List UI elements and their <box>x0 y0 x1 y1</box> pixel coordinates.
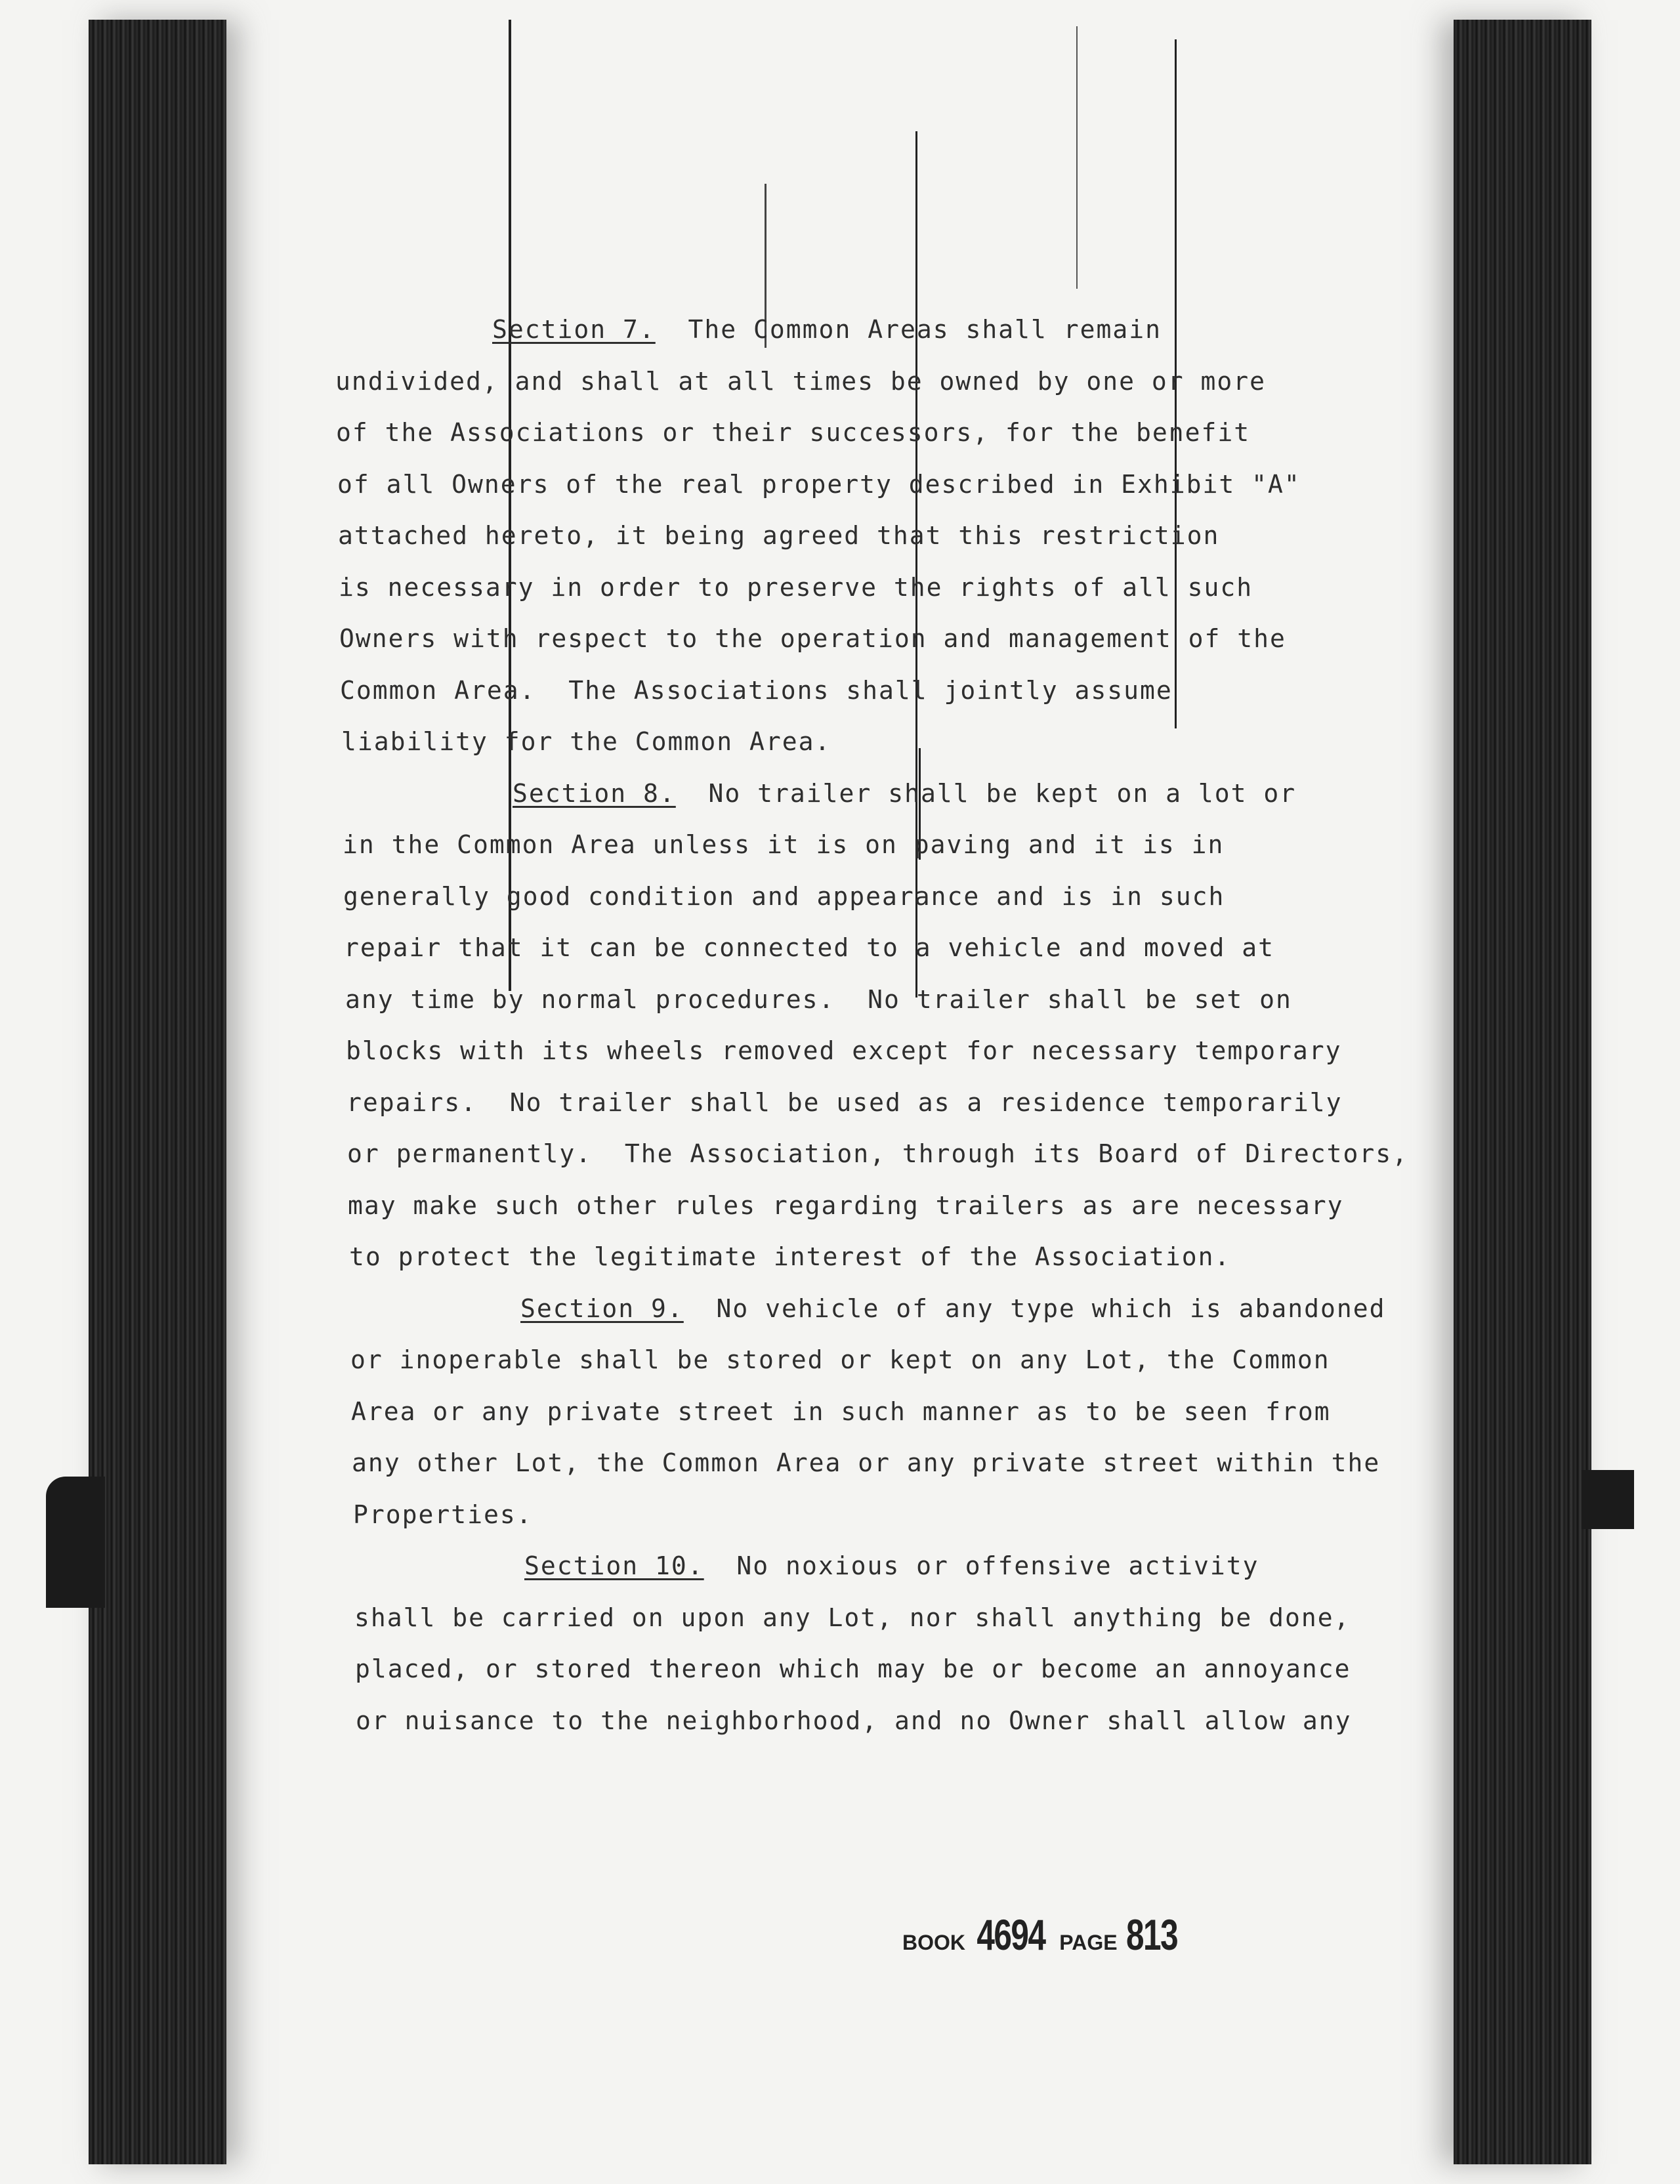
section-heading: Section 8. <box>513 778 676 808</box>
line-text: placed, or stored thereon which may be or become an annoyance <box>355 1654 1351 1683</box>
line-text: undivided, and shall at all times be owned by one or more <box>335 366 1267 396</box>
line-text: shall be carried on upon any Lot, nor shall anything be done, <box>354 1603 1351 1632</box>
line-text: of all Owners of the real property described in Exhibit "A" <box>337 469 1301 499</box>
body-text-line <box>352 1448 1380 1477</box>
line-text: repairs. No trailer shall be used as a residence temporarily <box>346 1087 1343 1117</box>
line-text: or permanently. The Association, through its Board of Directors, <box>347 1139 1409 1168</box>
line-text: liability for the Common Area. <box>341 727 831 756</box>
line-text: any time by normal procedures. No trailer shall be set on <box>345 984 1292 1014</box>
body-text-line <box>349 1242 1230 1271</box>
body-text-line <box>340 676 1173 705</box>
body-text-line <box>341 727 831 756</box>
body-text-line <box>356 1706 1352 1735</box>
line-text: attached hereto, it being agreed that this restriction <box>338 521 1220 550</box>
scan-tab-right <box>1582 1470 1634 1529</box>
scan-streak <box>1076 26 1078 289</box>
line-text: Properties. <box>353 1500 533 1529</box>
line-text: No trailer shall be kept on a lot or <box>675 778 1297 808</box>
scan-edge-left <box>89 20 226 2164</box>
line-text: of the Associations or their successors, for the benefit <box>336 418 1251 447</box>
body-text-line <box>344 933 1274 962</box>
section-heading: Section 7. <box>492 315 656 344</box>
body-text-line <box>346 1088 1343 1117</box>
scan-tab-left <box>46 1477 105 1608</box>
line-text: The Common Areas shall remain <box>655 315 1162 344</box>
body-text-line <box>354 1603 1351 1632</box>
body-text-line <box>343 830 1224 859</box>
line-text: any other Lot, the Common Area or any private street within the <box>352 1448 1381 1477</box>
body-text-line <box>345 985 1292 1014</box>
section-heading: Section 10. <box>524 1551 704 1580</box>
line-text: in the Common Area unless it is on paving and it is in <box>343 830 1225 859</box>
line-text: repair that it can be connected to a vehicle and moved at <box>344 933 1275 962</box>
line-text: Common Area. The Associations shall jointly assume <box>340 675 1173 705</box>
body-text-line <box>348 1191 1344 1220</box>
line-text: Owners with respect to the operation and management of the <box>339 624 1286 653</box>
scan-edge-right <box>1454 20 1591 2164</box>
body-text-line <box>351 1397 1331 1426</box>
book-number: 4694 <box>976 1910 1045 1959</box>
line-text: No vehicle of any type which is abandoned <box>683 1293 1386 1323</box>
line-text: blocks with its wheels removed except for necessary temporary <box>346 1036 1342 1065</box>
scan-streak <box>915 131 917 998</box>
page-label: PAGE <box>1059 1931 1118 1954</box>
body-text-line <box>339 624 1286 653</box>
body-text-line <box>343 882 1225 911</box>
line-text: to protect the legitimate interest of the Association. <box>349 1242 1231 1271</box>
line-text: or inoperable shall be stored or kept on any Lot, the Common <box>350 1345 1330 1374</box>
book-page-stamp <box>902 1910 1186 1960</box>
section-heading-line <box>513 779 1296 808</box>
book-label: BOOK <box>902 1931 965 1954</box>
body-text-line <box>339 573 1253 602</box>
section-heading-line <box>524 1551 1259 1580</box>
line-text: generally good condition and appearance and is in such <box>343 881 1225 911</box>
body-text-line <box>335 367 1266 396</box>
section-heading: Section 9. <box>520 1293 684 1323</box>
body-text-line <box>346 1036 1342 1065</box>
section-heading-line <box>520 1294 1386 1323</box>
body-text-line <box>355 1654 1351 1683</box>
body-text-line <box>336 418 1250 447</box>
body-text-line <box>353 1500 533 1529</box>
line-text: is necessary in order to preserve the rights of all such <box>339 572 1253 602</box>
section-heading-line <box>492 315 1162 344</box>
line-text: Area or any private street in such manner as to be seen from <box>351 1396 1331 1426</box>
body-text-line <box>338 521 1219 550</box>
body-text-line <box>347 1139 1408 1168</box>
body-text-line <box>337 470 1301 499</box>
line-text: No noxious or offensive activity <box>704 1551 1259 1580</box>
page-number: 813 <box>1125 1910 1177 1959</box>
body-text-line <box>350 1345 1330 1374</box>
line-text: may make such other rules regarding trailers as are necessary <box>348 1190 1344 1220</box>
line-text: or nuisance to the neighborhood, and no Owner shall allow any <box>356 1706 1352 1735</box>
